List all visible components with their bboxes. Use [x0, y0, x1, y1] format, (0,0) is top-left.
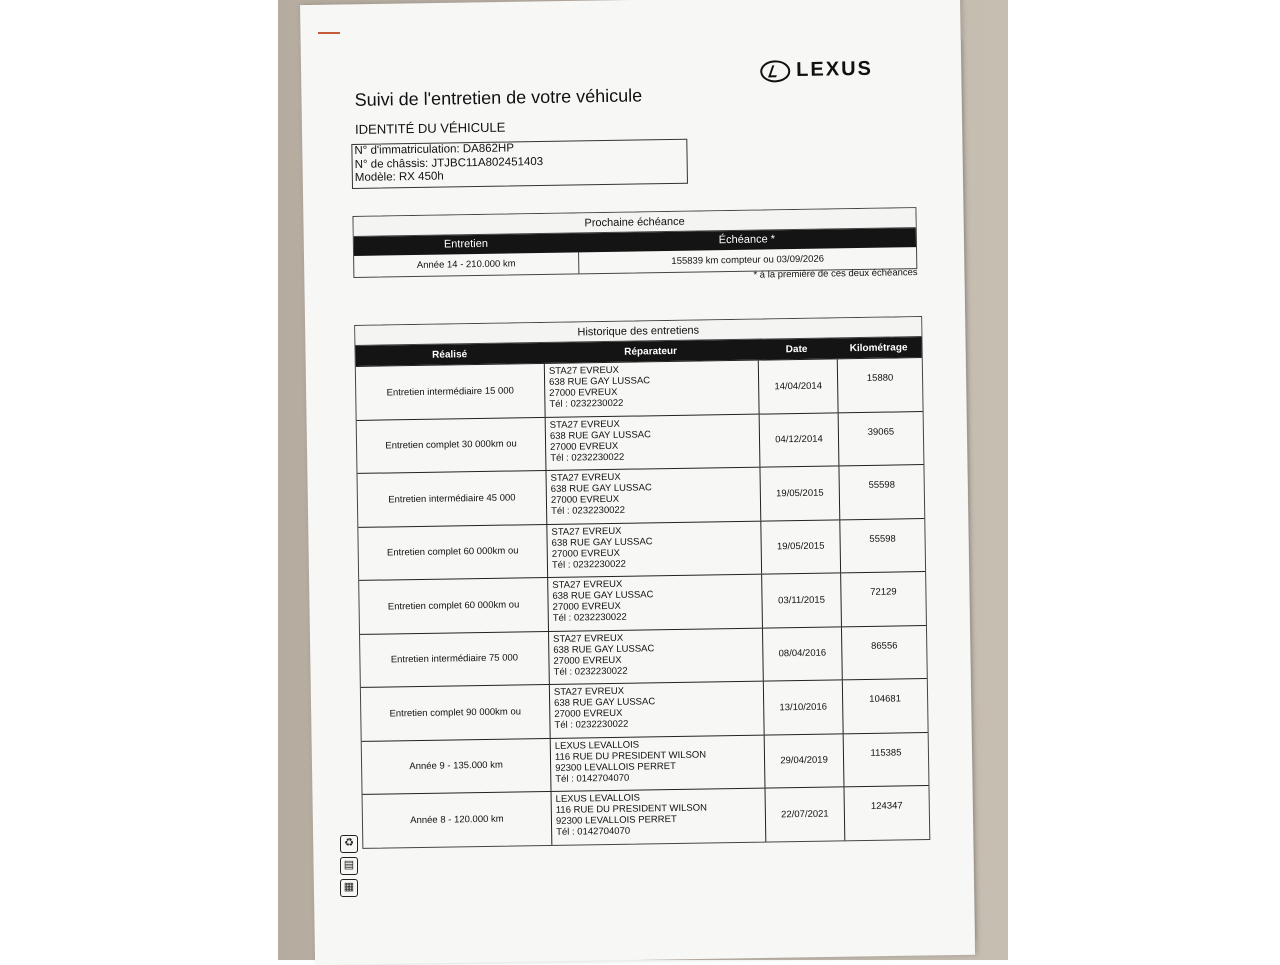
due-note: * à la première de ces deux échéances — [753, 267, 918, 281]
repairer-line: 116 RUE DU PRESIDENT WILSON — [554, 748, 707, 763]
table-row — [357, 411, 924, 473]
table-row — [358, 518, 925, 580]
repairer-line: STA27 EVREUX — [552, 578, 623, 591]
paper-icon: ▤ — [340, 857, 358, 875]
vehicle-identity-box — [351, 139, 688, 189]
repairer-line: LEXUS LEVALLOIS — [554, 739, 640, 752]
repairer-line: 638 RUE GAY LUSSAC — [549, 375, 651, 388]
service-type: Année 9 - 135.000 km — [362, 738, 552, 793]
repairer-line: 27000 EVREUX — [550, 493, 620, 506]
service-type: Année 8 - 120.000 km — [363, 792, 553, 847]
recycling-symbols — [340, 835, 358, 897]
repairer-line: Tél : 0142704070 — [556, 825, 631, 838]
next-service-table — [352, 207, 917, 278]
service-mileage: 55598 — [868, 479, 896, 491]
repairer — [547, 521, 762, 577]
repairer-line: LEXUS LEVALLOIS — [555, 792, 641, 805]
repairer — [548, 575, 763, 631]
repairer-line: STA27 EVREUX — [553, 685, 625, 698]
header-kilometrage: Kilométrage — [849, 341, 908, 354]
service-date: 19/05/2015 — [761, 520, 841, 574]
repairer-line: 92300 LEVALLOIS PERRET — [555, 813, 677, 827]
service-mileage: 39065 — [867, 426, 895, 438]
paper-tab-mark — [318, 32, 340, 34]
table-row — [363, 785, 930, 847]
registration-line: N° d'immatriculation: DA862HP — [354, 142, 515, 157]
table-row — [362, 732, 929, 794]
repairer — [546, 414, 761, 470]
header-realise: Réalisé — [432, 348, 468, 361]
repairer-line: Tél : 0232230022 — [551, 558, 626, 571]
repairer — [549, 628, 764, 684]
document-title: Suivi de l'entretien de votre véhicule — [354, 85, 643, 110]
service-mileage: 15880 — [866, 372, 894, 384]
repairer-line: Tél : 0142704070 — [555, 772, 630, 785]
service-mileage: 72129 — [870, 586, 897, 598]
service-mileage: 86556 — [870, 639, 898, 652]
repairer-line: Tél : 0232230022 — [549, 397, 624, 410]
identity-heading: IDENTITÉ DU VÉHICULE — [354, 119, 506, 137]
repairer — [545, 361, 760, 417]
logo-text: LEXUS — [796, 57, 874, 81]
repairer-line: STA27 EVREUX — [549, 418, 620, 431]
repairer-line: STA27 EVREUX — [551, 525, 622, 538]
repairer-line: 638 RUE GAY LUSSAC — [552, 589, 654, 602]
repairer-line: Tél : 0232230022 — [554, 718, 629, 731]
repairer-line: 27000 EVREUX — [551, 547, 620, 560]
chassis-line: N° de châssis: JTJBC11A802451403 — [354, 155, 544, 171]
repairer-line: 638 RUE GAY LUSSAC — [554, 696, 656, 709]
lexus-logo — [760, 58, 873, 83]
repairer-line: Tél : 0232230022 — [553, 665, 628, 678]
history-rows — [356, 357, 929, 847]
lexus-emblem-icon — [760, 60, 790, 82]
repairer-line: 638 RUE GAY LUSSAC — [549, 428, 652, 442]
repairer — [550, 682, 765, 738]
repairer-line: 27000 EVREUX — [549, 386, 618, 399]
service-type: Entretien intermédiaire 15 000 — [356, 364, 546, 419]
repairer-line: STA27 EVREUX — [553, 632, 624, 645]
table-row — [360, 625, 927, 687]
header-reparateur: Réparateur — [624, 345, 678, 358]
bin-icon: ▦ — [340, 879, 358, 897]
service-date: 14/04/2014 — [759, 359, 839, 413]
repairer — [552, 789, 767, 845]
header-entretien: Entretien — [443, 237, 489, 251]
repairer — [546, 468, 761, 524]
table-row — [361, 678, 928, 740]
history-table — [354, 316, 930, 848]
service-date: 13/10/2016 — [764, 680, 844, 734]
service-type: Entretien complet 60 000km ou — [358, 524, 548, 579]
model-line: Modèle: RX 450h — [354, 170, 444, 184]
repairer-line: STA27 EVREUX — [548, 364, 620, 377]
service-type: Entretien intermédiaire 75 000 — [360, 631, 550, 686]
repairer-line: Tél : 0232230022 — [550, 451, 625, 464]
repairer-line: Tél : 0232230022 — [551, 504, 626, 517]
service-mileage: 104681 — [869, 693, 902, 705]
history-caption: Historique des entretiens — [355, 317, 921, 346]
repairer-line: 638 RUE GAY LUSSAC — [551, 535, 653, 549]
service-type: Entretien complet 90 000km ou — [361, 685, 551, 740]
repairer-line: Tél : 0232230022 — [552, 611, 627, 624]
repairer-line: 27000 EVREUX — [554, 707, 623, 720]
service-date: 03/11/2015 — [762, 573, 842, 627]
service-date: 19/05/2015 — [760, 466, 840, 520]
service-date: 04/12/2014 — [760, 413, 840, 467]
table-row — [357, 464, 924, 526]
service-type: Entretien complet 60 000km ou — [359, 578, 549, 633]
next-service-caption: Prochaine échéance — [353, 208, 915, 237]
service-mileage: 124347 — [870, 800, 903, 812]
header-echeance: Échéance * — [718, 233, 776, 247]
service-document — [350, 51, 963, 920]
repairer-line: 116 RUE DU PRESIDENT WILSON — [555, 802, 708, 816]
repairer-line: STA27 EVREUX — [550, 471, 621, 484]
repairer — [551, 735, 766, 791]
recycle-icon: ♻ — [340, 835, 358, 853]
service-mileage: 115385 — [870, 746, 902, 759]
service-date: 22/07/2021 — [765, 787, 845, 841]
repairer-line: 27000 EVREUX — [550, 440, 619, 453]
table-row — [356, 357, 923, 419]
service-mileage: 55598 — [869, 532, 896, 545]
service-type: Entretien intermédiaire 45 000 — [358, 471, 548, 526]
header-date: Date — [785, 343, 808, 355]
table-row — [359, 571, 926, 633]
next-service-type: Année 14 - 210.000 km — [354, 252, 579, 277]
service-date: 29/04/2019 — [765, 734, 845, 788]
repairer-line: 27000 EVREUX — [553, 654, 622, 667]
repairer-line: 638 RUE GAY LUSSAC — [550, 482, 652, 495]
repairer-line: 638 RUE GAY LUSSAC — [553, 642, 655, 656]
service-date: 08/04/2016 — [763, 627, 843, 681]
next-service-due: 155839 km compteur ou 03/09/2026 — [671, 253, 825, 267]
service-type: Entretien complet 30 000km ou — [357, 417, 547, 472]
repairer-line: 92300 LEVALLOIS PERRET — [555, 760, 676, 774]
repairer-line: 27000 EVREUX — [552, 600, 621, 613]
